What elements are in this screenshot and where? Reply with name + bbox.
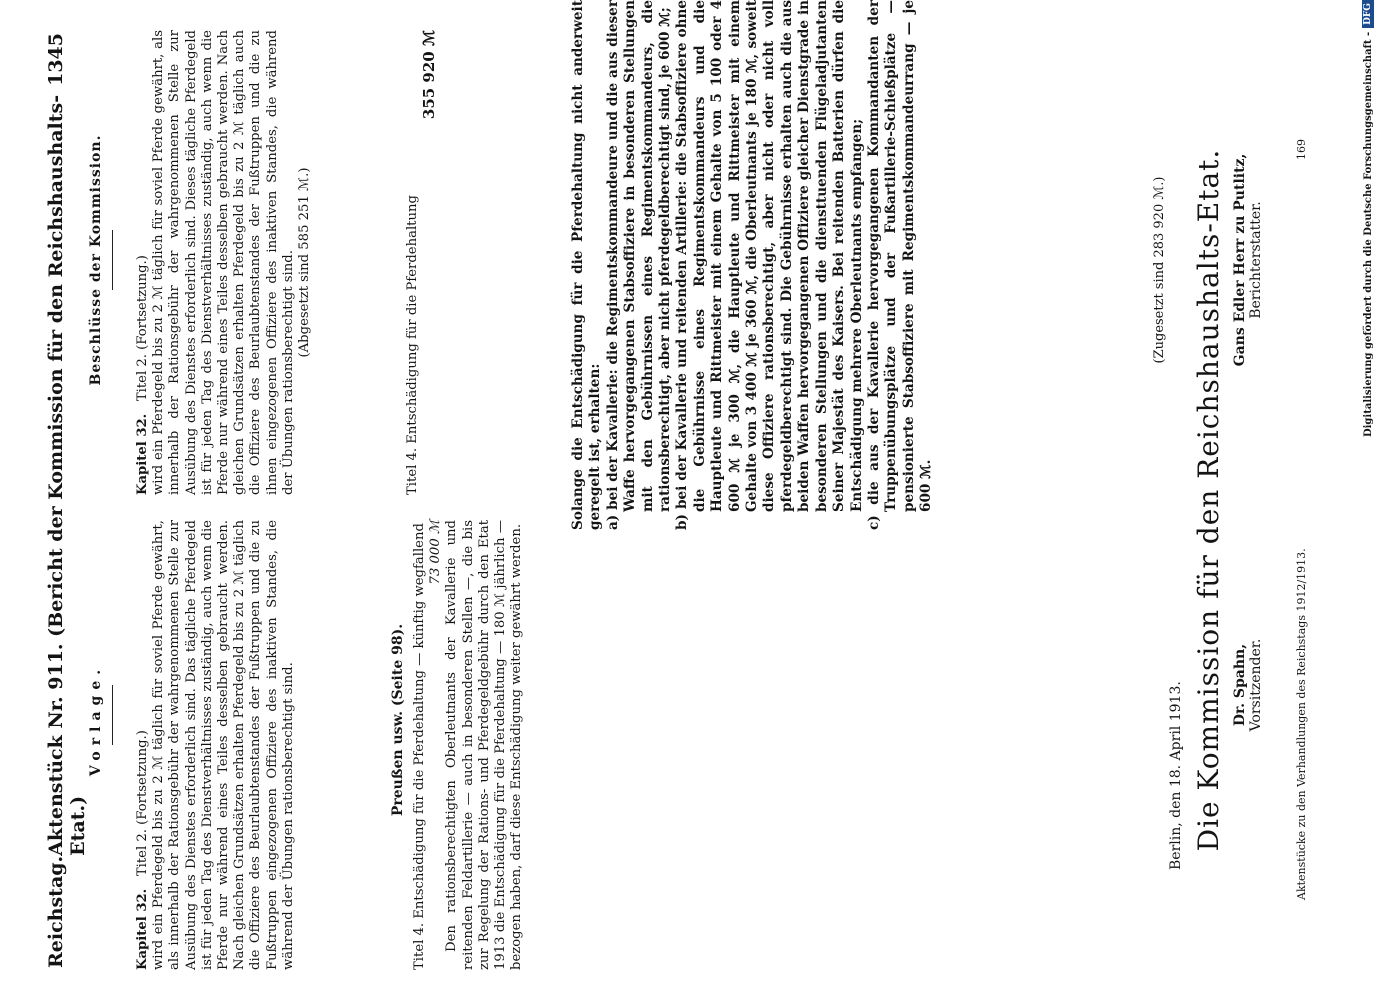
header-title: Aktenstück Nr. 911. (Bericht der Kommission für den Reichshaushalts-Etat.) bbox=[45, 94, 89, 856]
right-body: wird ein Pferdegeld bis zu 2 ℳ täglich für soviel Pferde gewährt, als innerhalb der Rationsgebühr der wahrgenommenen Stelle zur Ausübung des Dienstes erforderlich sind. Dieses tägliche Pferdegeld ist für jeden Tag des Dienstverhältnisses zuständig, auch wenn die Pferde nur während eines Teiles desselben gebraucht werden. Nach gleichen Grundsätzen erhalten Pferdegeld bis zu 2 ℳ täglich auch die Offiziere des Beurlaubtenstandes der Fußtruppen und die zu ihnen eingezogenen Offiziere des inaktiven Standes, die während der Übungen rationsberechtigt sind. bbox=[151, 30, 296, 495]
right-zugesetzt: (Zugesetzt sind 283 920 ℳ.) bbox=[1152, 176, 1167, 364]
right-kapitel-label: Kapitel 32. bbox=[135, 413, 150, 495]
left-kapitel-title: Titel 2. (Fortsetzung.) bbox=[135, 730, 150, 877]
left-subheading: Preußen usw. (Seite 98). bbox=[390, 623, 406, 817]
right-item-b: b) bei der Kavallerie und reitenden Artillerie: die Stabsoffiziere ohne die Gebührnisse eines Regimentskommandeurs und die Hauptleute und Rittmeister mit einem Gehalte von 5 100 oder 4 600 ℳ je 300 ℳ, die Hauptleute und Rittmeister mit einem Gehalte von 3 400 ℳ je 360 ℳ, die Oberleutnants je 180 ℳ, soweit diese Offiziere rationsberechtigt, aber nicht oder nicht voll pferdegeldberechtigt sind. Die Gebührnisse erhalten auch die aus beiden Waffen hervorgegangenen Offiziere gleicher Dienstgrade in besonderen Stellungen und die diensttuenden Flügeladjutanten Seiner Majestät des Kaisers. Bei reitenden Batterien dürfen die Entschädigung mehrere Oberleutnants empfangen; bbox=[674, 0, 865, 530]
right-item-c: c) die aus der Kavallerie hervorgegangenen Kommandanten der Truppenübungsplätze und der Fußartillerie-Schießplätze — pensionierte Stabsoffiziere mit Regimentskommandeurrang — je 600 ℳ. bbox=[865, 0, 935, 530]
date-line: Berlin, den 18. April 1913. bbox=[1168, 681, 1184, 870]
left-section-title: Vorlage. bbox=[88, 663, 104, 777]
page-header bbox=[45, 33, 89, 968]
bottom-line: Aktenstücke zu den Verhandlungen des Reichstags 1912/1913. bbox=[1295, 548, 1308, 900]
left-titel4 bbox=[412, 520, 525, 970]
left-titel4-amount: 73 000 ℳ bbox=[428, 520, 444, 585]
right-item-a: a) bei der Kavallerie: die Regimentskommandeure und die aus dieser Waffe hervorgegangenen Stabsoffiziere in besonderen Stellungen mit den Gebührnissen eines Regimentskommandeurs, die rationsberechtigt, aber nicht pferdegeldberechtigt sind, je 600 ℳ; bbox=[604, 0, 674, 530]
right-titel4 bbox=[405, 30, 437, 495]
right-provisions bbox=[570, 0, 936, 530]
chair-role: Vorsitzender. bbox=[1248, 638, 1264, 732]
right-abgesetzt: (Abgesetzt sind 585 251 ℳ.) bbox=[297, 167, 313, 358]
right-section-rule bbox=[112, 230, 113, 290]
right-intro: Solange die Entschädigung für die Pferdehaltung nicht anderweit geregelt ist, erhalten: bbox=[570, 0, 604, 530]
rapporteur-role: Berichterstatter. bbox=[1248, 201, 1264, 319]
left-para2: Den rationsberechtigten Oberleutnants der Kavallerie und reitenden Feldartillerie — auch in besonderen Stellen —, die bis zur Regelung der Rations- und Pferdegeldgebühr durch den Etat 1913 die Entschädigung für die Pferdehaltung — 180 ℳ jährlich — bezogen haben, darf diese Entschädigung weiter gewährt werden. bbox=[444, 520, 525, 970]
dfg-logo: DFG bbox=[1362, 0, 1374, 28]
signature-chair bbox=[1232, 570, 1264, 800]
rapporteur-name: Gans Edler Herr zu Putlitz, bbox=[1232, 153, 1248, 367]
right-kapitel-title: Titel 2. (Fortsetzung.) bbox=[135, 255, 150, 402]
left-kapitel-label: Kapitel 32. bbox=[135, 888, 150, 970]
left-section-rule bbox=[112, 685, 113, 745]
chair-name: Dr. Spahn, bbox=[1232, 643, 1248, 727]
left-column-text bbox=[135, 520, 297, 970]
right-column-text bbox=[135, 30, 313, 495]
left-body: wird ein Pferdegeld bis zu 2 ℳ täglich für soviel Pferde gewährt, als innerhalb der Rationsgebühr der wahrgenommenen Stelle zur Ausübung des Dienstes erforderlich sind. Das tägliche Pferdegeld ist für jeden Tag des Dienstverhältnisses zuständig, auch wenn die Pferde nur während eines Teiles desselben gebraucht werden. Nach gleichen Grundsätzen erhalten Pferdegeld bis zu 2 ℳ täglich die Offiziere des Beurlaubtenstandes der Fußtruppen und die zu Fußtruppen eingezogenen Offiziere des inaktiven Standes, die während der Übungen rationsberechtigt sind. bbox=[151, 520, 296, 970]
right-section-title: Beschlüsse der Kommission. bbox=[88, 134, 104, 386]
digitization-note: Digitalisierung gefördert durch die Deutsche Forschungsgemeinschaft - bbox=[1362, 31, 1374, 438]
header-left: Reichstag. bbox=[45, 855, 67, 968]
commission-title: Die Kommission für den Reichshaushalts-Etat. bbox=[1192, 148, 1225, 852]
page-number: 1345 bbox=[45, 33, 67, 86]
page-ref: 169 bbox=[1295, 139, 1308, 160]
digitization-sidebar bbox=[1362, 0, 1374, 670]
left-titel4-text: Titel 4. Entschädigung für die Pferdehaltung — künftig wegfallend bbox=[412, 523, 427, 970]
right-titel4-text: Titel 4. Entschädigung für die Pferdehaltung bbox=[405, 195, 420, 495]
signature-rapporteur bbox=[1232, 80, 1264, 440]
right-titel4-amount: 355 920 ℳ bbox=[420, 30, 439, 120]
